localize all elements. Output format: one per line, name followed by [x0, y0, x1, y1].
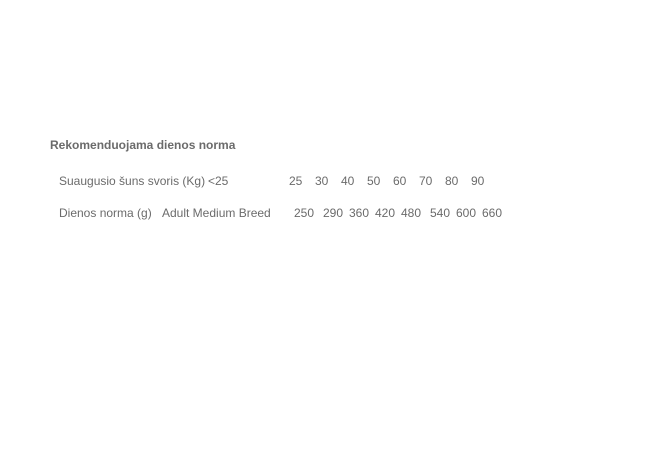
weight-cell: 50: [367, 174, 381, 188]
weight-cell: 80: [445, 174, 459, 188]
norm-row-label: Dienos norma (g): [59, 206, 152, 220]
norm-product-cell: Adult Medium Breed: [162, 206, 271, 220]
weight-cell: 90: [471, 174, 485, 188]
norm-cell: 480: [401, 206, 422, 220]
weight-first-cell: <25: [208, 174, 229, 188]
norm-cell: 660: [482, 206, 503, 220]
norm-cell: 600: [456, 206, 477, 220]
norm-cell: 250: [294, 206, 315, 220]
section-heading: Rekomenduojama dienos norma: [50, 138, 236, 152]
weight-row-label: Suaugusio šuns svoris (Kg): [59, 174, 206, 188]
weight-cell: 40: [341, 174, 355, 188]
norm-cell: 540: [430, 206, 451, 220]
weight-cell: 60: [393, 174, 407, 188]
weight-cell: 25: [289, 174, 303, 188]
norm-cell: 290: [323, 206, 344, 220]
table-row-norm: [0, 206, 654, 222]
weight-cell: 70: [419, 174, 433, 188]
norm-cell: 360: [349, 206, 370, 220]
table-row-weight: [0, 174, 654, 190]
weight-cell: 30: [315, 174, 329, 188]
norm-cell: 420: [375, 206, 396, 220]
